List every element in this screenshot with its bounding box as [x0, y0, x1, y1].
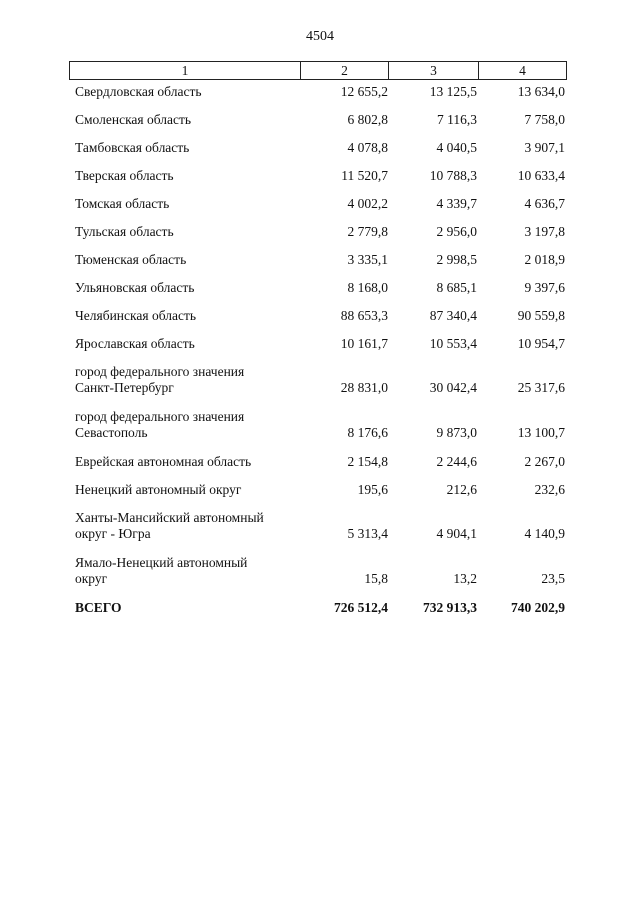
- total-value-col-2: 726 512,4: [334, 600, 388, 615]
- value-col-2: 88 653,3: [340, 308, 388, 323]
- value-col-4: 2 267,0: [524, 454, 565, 469]
- region-name: [75, 280, 305, 296]
- value-col-4: 13 634,0: [517, 84, 565, 99]
- table-row: [0, 336, 640, 352]
- header-col-3: 3: [389, 62, 479, 79]
- region-name-line: округ: [75, 571, 108, 586]
- region-name: [75, 454, 305, 470]
- region-name: [75, 112, 305, 128]
- table-header: [69, 61, 567, 80]
- region-name-line: Томская область: [75, 196, 170, 211]
- region-name-line: Тульская область: [75, 224, 174, 239]
- value-col-4: 2 018,9: [524, 252, 565, 267]
- table-row: [0, 252, 640, 268]
- region-name-line: Тюменская область: [75, 252, 187, 267]
- table-row: [0, 555, 640, 587]
- value-col-3: 10 553,4: [429, 336, 477, 351]
- value-col-2: 4 002,2: [347, 196, 388, 211]
- value-col-3: 4 040,5: [436, 140, 477, 155]
- header-col-2: 2: [301, 62, 389, 79]
- value-col-3: 10 788,3: [429, 168, 477, 183]
- value-col-2: 10 161,7: [340, 336, 388, 351]
- value-col-2: 15,8: [364, 571, 388, 586]
- table-row: [0, 280, 640, 296]
- value-col-2: 8 176,6: [347, 425, 388, 440]
- total-value-col-3: 732 913,3: [423, 600, 477, 615]
- region-name-line: Еврейская автономная область: [75, 454, 252, 469]
- header-col-1: 1: [70, 62, 301, 79]
- table-row: [0, 409, 640, 441]
- region-name: [75, 364, 305, 396]
- table-row: [0, 168, 640, 184]
- region-name: [75, 336, 305, 352]
- region-name-line: округ - Югра: [75, 526, 151, 541]
- value-col-3: 13 125,5: [429, 84, 477, 99]
- value-col-2: 5 313,4: [347, 526, 388, 541]
- region-name-line: город федерального значения: [75, 409, 245, 424]
- value-col-4: 13 100,7: [517, 425, 565, 440]
- region-name-line: Смоленская область: [75, 112, 192, 127]
- table-row: [0, 112, 640, 128]
- region-name-line: Тверская область: [75, 168, 174, 183]
- value-col-3: 2 956,0: [436, 224, 477, 239]
- region-name: [75, 308, 305, 324]
- page-number: 4504: [306, 29, 334, 44]
- value-col-3: 87 340,4: [429, 308, 477, 323]
- region-name: [75, 482, 305, 498]
- region-name-line: Свердловская область: [75, 84, 202, 99]
- value-col-4: 23,5: [541, 571, 565, 586]
- value-col-3: 13,2: [453, 571, 477, 586]
- table-body: [0, 84, 640, 616]
- total-row: [0, 600, 640, 616]
- value-col-4: 3 197,8: [524, 224, 565, 239]
- region-name: [75, 510, 305, 542]
- table-row: [0, 84, 640, 100]
- value-col-2: 4 078,8: [347, 140, 388, 155]
- table-row: [0, 482, 640, 498]
- value-col-2: 12 655,2: [340, 84, 388, 99]
- region-name-line: Ямало-Ненецкий автономный: [75, 555, 248, 570]
- value-col-3: 8 685,1: [436, 280, 477, 295]
- region-name-line: город федерального значения: [75, 364, 245, 379]
- region-name-line: Ярославская область: [75, 336, 195, 351]
- value-col-3: 30 042,4: [429, 380, 477, 395]
- value-col-4: 9 397,6: [524, 280, 565, 295]
- value-col-2: 2 154,8: [347, 454, 388, 469]
- region-name: [75, 84, 305, 100]
- value-col-3: 7 116,3: [437, 112, 477, 127]
- region-name: [75, 555, 305, 587]
- value-col-4: 4 636,7: [524, 196, 565, 211]
- value-col-2: 28 831,0: [340, 380, 388, 395]
- region-name-line: Тамбовская область: [75, 140, 190, 155]
- table-row: [0, 510, 640, 542]
- table-row: [0, 308, 640, 324]
- region-name-line: Ульяновская область: [75, 280, 195, 295]
- region-name-line: Севастополь: [75, 425, 148, 440]
- value-col-2: 6 802,8: [347, 112, 388, 127]
- region-name: [75, 140, 305, 156]
- value-col-4: 90 559,8: [517, 308, 565, 323]
- value-col-2: 195,6: [357, 482, 388, 497]
- region-name-line: Санкт-Петербург: [75, 380, 174, 395]
- value-col-3: 212,6: [446, 482, 477, 497]
- table-row: [0, 454, 640, 470]
- value-col-4: 7 758,0: [524, 112, 565, 127]
- table-row: [0, 140, 640, 156]
- table-row: [0, 196, 640, 212]
- value-col-4: 10 633,4: [517, 168, 565, 183]
- region-name-line: Ханты-Мансийский автономный: [75, 510, 264, 525]
- table-row: [0, 364, 640, 396]
- region-name: [75, 168, 305, 184]
- total-label: ВСЕГО: [75, 600, 122, 615]
- value-col-4: 3 907,1: [524, 140, 565, 155]
- region-name: [75, 196, 305, 212]
- value-col-2: 8 168,0: [347, 280, 388, 295]
- value-col-3: 9 873,0: [436, 425, 477, 440]
- table-row: [0, 224, 640, 240]
- value-col-2: 3 335,1: [347, 252, 388, 267]
- value-col-2: 11 520,7: [341, 168, 388, 183]
- region-name: [75, 252, 305, 268]
- value-col-4: 4 140,9: [524, 526, 565, 541]
- region-name: [75, 409, 305, 441]
- total-value-col-4: 740 202,9: [511, 600, 565, 615]
- value-col-3: 4 339,7: [436, 196, 477, 211]
- value-col-3: 2 244,6: [436, 454, 477, 469]
- region-name-line: Челябинская область: [75, 308, 197, 323]
- value-col-3: 4 904,1: [436, 526, 477, 541]
- header-col-4: 4: [519, 62, 526, 78]
- region-name-line: Ненецкий автономный округ: [75, 482, 242, 497]
- value-col-4: 10 954,7: [517, 336, 565, 351]
- value-col-3: 2 998,5: [436, 252, 477, 267]
- value-col-4: 232,6: [534, 482, 565, 497]
- value-col-4: 25 317,6: [517, 380, 565, 395]
- value-col-2: 2 779,8: [347, 224, 388, 239]
- region-name: [75, 224, 305, 240]
